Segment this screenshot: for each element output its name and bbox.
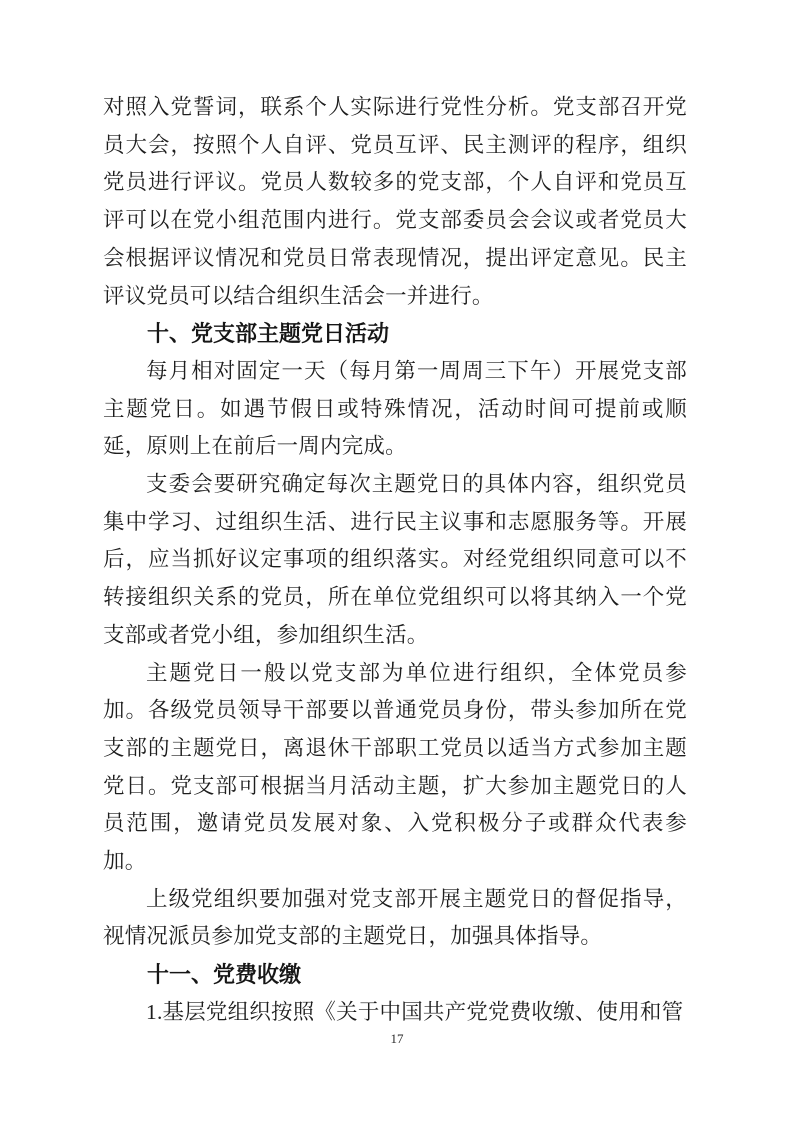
text-block bbox=[103, 89, 687, 1032]
paragraph-dues-collection-start: 1.基层党组织按照《关于中国共产党党费收缴、使用和管 bbox=[146, 999, 684, 1024]
section-heading-party-dues: 十一、党费收缴 bbox=[147, 962, 302, 988]
paragraph-branch-committee-content: 支委会要研究确定每次主题党日的具体内容，组织党员集中学习、过组织生活、进行民主议事和志愿服务等。开展后，应当抓好议定事项的组织落实。对经党组织同意可以不转接组织关系的党员，所在单位党组织可以将其纳入一个党支部或者党小组，参加组织生活。 bbox=[103, 472, 687, 647]
paragraph-monthly-fixed-day: 每月相对固定一天（每月第一周周三下午）开展党支部主题党日。如遇节假日或特殊情况，活动时间可提前或顺延，原则上在前后一周内完成。 bbox=[103, 358, 687, 459]
page-number: 17 bbox=[390, 1031, 404, 1046]
section-heading-theme-party-day: 十、党支部主题党日活动 bbox=[147, 321, 390, 347]
paragraph-organization-participation: 主题党日一般以党支部为单位进行组织，全体党员参加。各级党员领导干部要以普通党员身份，带头参加所在党支部的主题党日，离退休干部职工党员以适当方式参加主题党日。党支部可根据当月活动主题，扩大参加主题党日的人员范围，邀请党员发展对象、入党积极分子或群众代表参加。 bbox=[103, 660, 687, 874]
paragraph-superior-supervision: 上级党组织要加强对党支部开展主题党日的督促指导，视情况派员参加党支部的主题党日，加强具体指导。 bbox=[103, 886, 687, 949]
paragraph-democratic-review-continuation: 对照入党誓词，联系个人实际进行党性分析。党支部召开党员大会，按照个人自评、党员互评、民主测评的程序，组织党员进行评议。党员人数较多的党支部，个人自评和党员互评可以在党小组范围内进行。党支部委员会会议或者党员大会根据评议情况和党员日常表现情况，提出评定意见。民主评议党员可以结合组织生活会一并进行。 bbox=[103, 95, 687, 308]
